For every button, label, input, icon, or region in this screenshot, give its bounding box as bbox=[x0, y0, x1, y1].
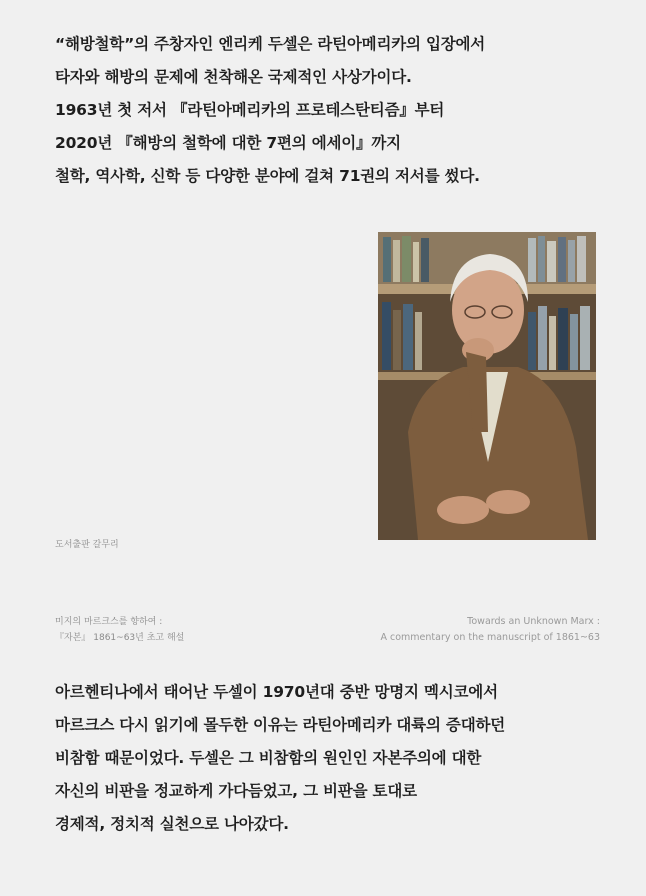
body-line: 아르헨티나에서 태어난 두셀이 1970년대 중반 망명지 멕시코에서 bbox=[55, 683, 498, 701]
body-line: 경제적, 정치적 실천으로 나아갔다. bbox=[55, 815, 289, 833]
intro-line: “해방철학”의 주창자인 엔리케 두셀은 라틴아메리카의 입장에서 bbox=[55, 35, 486, 53]
portrait-photo bbox=[378, 232, 596, 540]
book-title-english bbox=[381, 614, 601, 646]
body-line: 자신의 비판을 정교하게 가다듬었고, 그 비판을 토대로 bbox=[55, 782, 417, 800]
intro-line: 1963년 첫 저서 『라틴아메리카의 프로테스탄티즘』부터 bbox=[55, 101, 445, 119]
body-paragraph bbox=[55, 676, 505, 841]
book-title-korean-line1: 미지의 마르크스를 향하여 : bbox=[55, 617, 163, 627]
body-line: 비참함 때문이었다. 두셀은 그 비참함의 원인인 자본주의에 대한 bbox=[55, 749, 482, 767]
intro-line: 타자와 해방의 문제에 천착해온 국제적인 사상가이다. bbox=[55, 68, 412, 86]
photo-credit: 도서출판 갈무리 bbox=[55, 540, 119, 550]
body-line: 마르크스 다시 읽기에 몰두한 이유는 라틴아메리카 대륙의 증대하던 bbox=[55, 716, 506, 734]
intro-paragraph bbox=[55, 28, 485, 193]
book-title-english-line1: Towards an Unknown Marx : bbox=[467, 616, 600, 627]
book-title-korean bbox=[55, 614, 184, 646]
book-title-english-line2: A commentary on the manuscript of 1861~63 bbox=[380, 632, 600, 643]
intro-line: 철학, 역사학, 신학 등 다양한 분야에 걸쳐 71권의 저서를 썼다. bbox=[55, 167, 480, 185]
portrait-illustration bbox=[378, 232, 596, 540]
book-title-korean-line2: 『자본』 1861~63년 초고 해설 bbox=[55, 633, 185, 643]
intro-line: 2020년 『해방의 철학에 대한 7편의 에세이』까지 bbox=[55, 134, 401, 152]
